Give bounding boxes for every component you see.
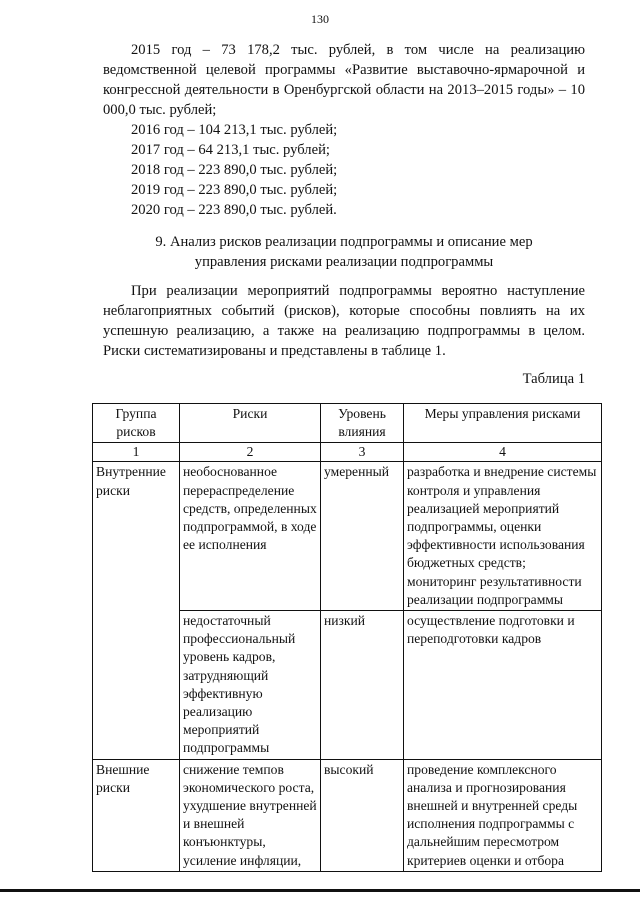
section-title-line: управления рисками реализации подпрограммы bbox=[194, 254, 494, 270]
impact-level-cell: низкий bbox=[321, 611, 404, 760]
impact-level-cell: высокий bbox=[321, 759, 404, 871]
section-title-line: 9. Анализ рисков реализации подпрограммы и описание мер bbox=[155, 234, 533, 250]
measures-cell: разработка и внедрение системы контроля и управления реализацией мероприятий подпрограммы, оценки эффективности использования бюджетных средств; мониторинг результативности реализации подпрограммы bbox=[404, 462, 602, 611]
page-number: 130 bbox=[311, 12, 329, 26]
funding-year-item: 2016 год – 104 213,1 тыс. рублей; bbox=[131, 122, 338, 138]
funding-2015-paragraph: 2015 год – 73 178,2 тыс. рублей, в том числе на реализацию ведомственной целевой программы «Развитие выставочно-ярмарочной и конгрессной деятельности в Оренбургской области на 2013–2015 годы» – 10 000,0 тыс. рублей; bbox=[103, 42, 585, 118]
table-row bbox=[93, 759, 602, 871]
risk-group-cell: Внешние риски bbox=[93, 759, 180, 871]
impact-level-cell: умеренный bbox=[321, 462, 404, 611]
table-caption: Таблица 1 bbox=[522, 371, 585, 387]
column-number: 4 bbox=[404, 443, 602, 462]
funding-year-item: 2017 год – 64 213,1 тыс. рублей; bbox=[131, 142, 330, 158]
column-number: 3 bbox=[321, 443, 404, 462]
risks-table bbox=[92, 403, 602, 872]
measures-cell: осуществление подготовки и переподготовки кадров bbox=[404, 611, 602, 760]
table-row bbox=[93, 462, 602, 611]
funding-year-item: 2019 год – 223 890,0 тыс. рублей; bbox=[131, 182, 338, 198]
risk-cell: необоснованное перераспределение средств, определенных подпрограммой, в ходе ее исполнения bbox=[180, 462, 321, 611]
header-measures: Меры управления рисками bbox=[404, 404, 602, 443]
header-risk-group: Группа рисков bbox=[93, 404, 180, 443]
funding-years-list bbox=[131, 120, 337, 220]
table-column-numbers-row bbox=[93, 443, 602, 462]
header-risks: Риски bbox=[180, 404, 321, 443]
column-number: 2 bbox=[180, 443, 321, 462]
column-number: 1 bbox=[93, 443, 180, 462]
risk-cell: недостаточный профессиональный уровень кадров, затрудняющий эффективную реализацию мероприятий подпрограммы bbox=[180, 611, 321, 760]
bottom-rule bbox=[0, 889, 640, 892]
funding-year-item: 2018 год – 223 890,0 тыс. рублей; bbox=[131, 162, 338, 178]
risk-group-cell: Внутренние риски bbox=[93, 462, 180, 759]
risk-cell: снижение темпов экономического роста, ухудшение внутренней и внешней конъюнктуры, усиление инфляции, bbox=[180, 759, 321, 871]
header-impact-level: Уровень влияния bbox=[321, 404, 404, 443]
intro-paragraph: При реализации мероприятий подпрограммы вероятно наступление неблагоприятных событий (рисков), которые способны повлиять на их успешную реализацию, а также на реализацию подпрограммы в целом. Риски систематизированы и представлены в таблице 1. bbox=[103, 283, 585, 359]
measures-cell: проведение комплексного анализа и прогнозирования внешней и внутренней среды исполнения подпрограммы с дальнейшим пересмотром критериев оценки и отбора bbox=[404, 759, 602, 871]
table-header-row bbox=[93, 404, 602, 443]
funding-year-item: 2020 год – 223 890,0 тыс. рублей. bbox=[131, 202, 337, 218]
section-title bbox=[103, 232, 585, 272]
